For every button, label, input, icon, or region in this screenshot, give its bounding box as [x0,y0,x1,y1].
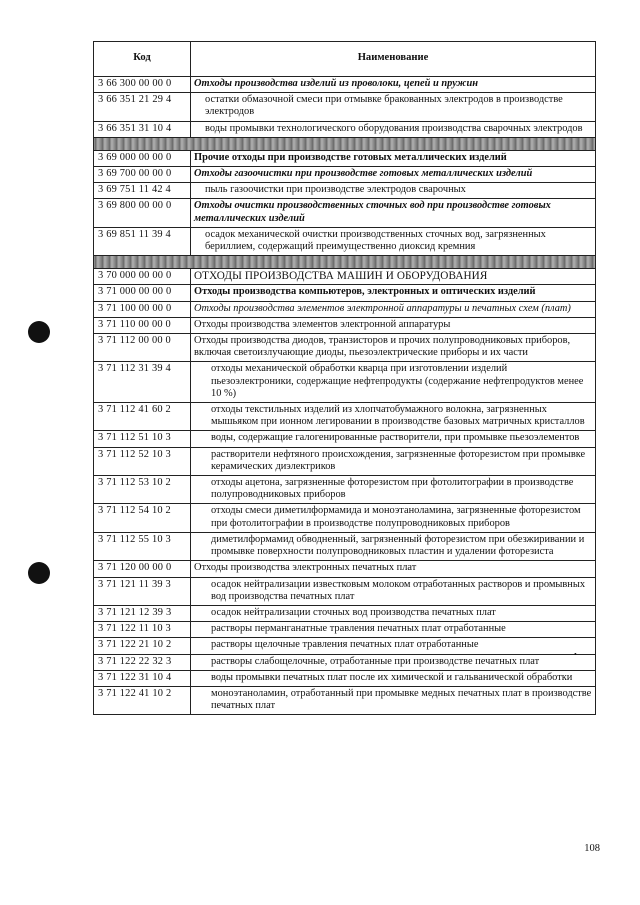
table-row [94,403,596,431]
table-row [94,431,596,447]
waste-name: осадок нейтрализации известковым молоком отработанных растворов и промывных вод производства печатных плат [191,577,596,605]
waste-name: воды промывки технологического оборудования производства сварочных электродов [191,121,596,137]
waste-name: Отходы производства электронных печатных плат [191,561,596,577]
waste-code: 3 71 112 52 10 3 [94,447,191,475]
table-row [94,150,596,166]
waste-code: 3 69 800 00 00 0 [94,199,191,227]
waste-name: Отходы производства элементов электронной аппаратуры [191,317,596,333]
waste-name: отходы ацетона, загрязненные фоторезистом при фотолитографии в производстве полупроводниковых приборов [191,476,596,504]
waste-code: 3 71 000 00 00 0 [94,285,191,301]
table-row [94,686,596,714]
waste-code: 3 71 112 51 10 3 [94,431,191,447]
table-row [94,476,596,504]
waste-code: 3 71 112 31 39 4 [94,362,191,403]
table-row [94,301,596,317]
waste-name: остатки обмазочной смеси при отмывке бракованных электродов в производстве электродов [191,93,596,121]
waste-name: отходы текстильных изделий из хлопчатобумажного волокна, загрязненных мышьяком при ионном легировании в производстве базовых матричных кристаллов [191,403,596,431]
table-row [94,167,596,183]
waste-name: растворы перманганатные травления печатных плат отработанные [191,622,596,638]
waste-code: 3 71 112 41 60 2 [94,403,191,431]
waste-name: Отходы производства изделий из проволоки, цепей и пружин [191,77,596,93]
waste-classification-table [93,41,596,715]
table-row [94,183,596,199]
waste-code: 3 71 121 12 39 3 [94,605,191,621]
waste-name: пыль газоочистки при производстве электродов сварочных [191,183,596,199]
table-row [94,269,596,285]
section-separator [94,137,596,150]
table-row [94,317,596,333]
waste-code: 3 71 122 21 10 2 [94,638,191,654]
section-separator [94,256,596,269]
waste-code: 3 66 351 31 10 4 [94,121,191,137]
table-header-row [94,42,596,77]
waste-code: 3 71 112 55 10 3 [94,532,191,560]
binder-hole-top [28,321,50,343]
table-row [94,577,596,605]
table-row [94,121,596,137]
table-row [94,77,596,93]
waste-name: Отходы производства компьютеров, электронных и оптических изделий [191,285,596,301]
waste-code: 3 71 112 53 10 2 [94,476,191,504]
table-row [94,654,596,670]
page-number: 108 [584,843,600,854]
binder-hole-bottom [28,562,50,584]
table-body [94,77,596,715]
scan-speck: • [574,650,577,659]
waste-name: Отходы производства диодов, транзисторов и прочих полупроводниковых приборов, включая светоизлучающие диоды, пьезоэлектрические приборы и их части [191,334,596,362]
waste-code: 3 69 000 00 00 0 [94,150,191,166]
table-row [94,605,596,621]
waste-code: 3 71 121 11 39 3 [94,577,191,605]
waste-name: Отходы производства элементов электронной аппаратуры и печатных схем (плат) [191,301,596,317]
waste-code: 3 71 110 00 00 0 [94,317,191,333]
waste-name: Отходы очистки производственных сточных вод при производстве готовых металлических изделий [191,199,596,227]
waste-code: 3 66 300 00 00 0 [94,77,191,93]
waste-code: 3 71 122 22 32 3 [94,654,191,670]
table-row [94,199,596,227]
waste-name: осадок механической очистки производственных сточных вод, загрязненных бериллием, содержащий преимущественно диоксид кремния [191,227,596,255]
waste-code: 3 71 120 00 00 0 [94,561,191,577]
column-header-code: Код [94,42,191,77]
section-separator-row [94,137,596,150]
waste-name: воды, содержащие галогенированные растворители, при промывке пьезоэлементов [191,431,596,447]
section-separator-row [94,256,596,269]
table-row [94,622,596,638]
table-row [94,285,596,301]
waste-name: воды промывки печатных плат после их химической и гальванической обработки [191,670,596,686]
waste-code: 3 71 100 00 00 0 [94,301,191,317]
waste-name: растворы щелочные травления печатных плат отработанные [191,638,596,654]
waste-code: 3 71 122 11 10 3 [94,622,191,638]
waste-code: 3 70 000 00 00 0 [94,269,191,285]
column-header-name: Наименование [191,42,596,77]
waste-code: 3 71 122 31 10 4 [94,670,191,686]
table-row [94,504,596,532]
table-row [94,227,596,255]
waste-name: Отходы газоочистки при производстве готовых металлических изделий [191,167,596,183]
waste-code: 3 69 700 00 00 0 [94,167,191,183]
waste-name: отходы смеси диметилформамида и моноэтаноламина, загрязненные фоторезистом при фотолитографии в производстве полупроводниковых приборов [191,504,596,532]
waste-name: Прочие отходы при производстве готовых металлических изделий [191,150,596,166]
table-row [94,532,596,560]
waste-code: 3 66 351 21 29 4 [94,93,191,121]
waste-name: моноэтаноламин, отработанный при промывке медных печатных плат в производстве печатных плат [191,686,596,714]
table-row [94,447,596,475]
waste-name: осадок нейтрализации сточных вод производства печатных плат [191,605,596,621]
waste-name: диметилформамид обводненный, загрязненный фоторезистом при обезжиривании и промывке поверхности полупроводниковых пластин и удалении фоторезиста [191,532,596,560]
table-row [94,670,596,686]
table-row [94,638,596,654]
table-row [94,334,596,362]
waste-code: 3 69 851 11 39 4 [94,227,191,255]
waste-code: 3 71 122 41 10 2 [94,686,191,714]
waste-code: 3 71 112 00 00 0 [94,334,191,362]
table-row [94,561,596,577]
waste-name: ОТХОДЫ ПРОИЗВОДСТВА МАШИН И ОБОРУДОВАНИЯ [191,269,596,285]
table-row [94,93,596,121]
table-row [94,362,596,403]
waste-code: 3 71 112 54 10 2 [94,504,191,532]
waste-code: 3 69 751 11 42 4 [94,183,191,199]
waste-name: растворители нефтяного происхождения, загрязненные фоторезистом при промывке керамических диэлектриков [191,447,596,475]
waste-name: растворы слабощелочные, отработанные при производстве печатных плат [191,654,596,670]
waste-name: отходы механической обработки кварца при изготовлении изделий пьезоэлектроники, содержащие нефтепродукты (содержание нефтепродуктов менее 10 %) [191,362,596,403]
